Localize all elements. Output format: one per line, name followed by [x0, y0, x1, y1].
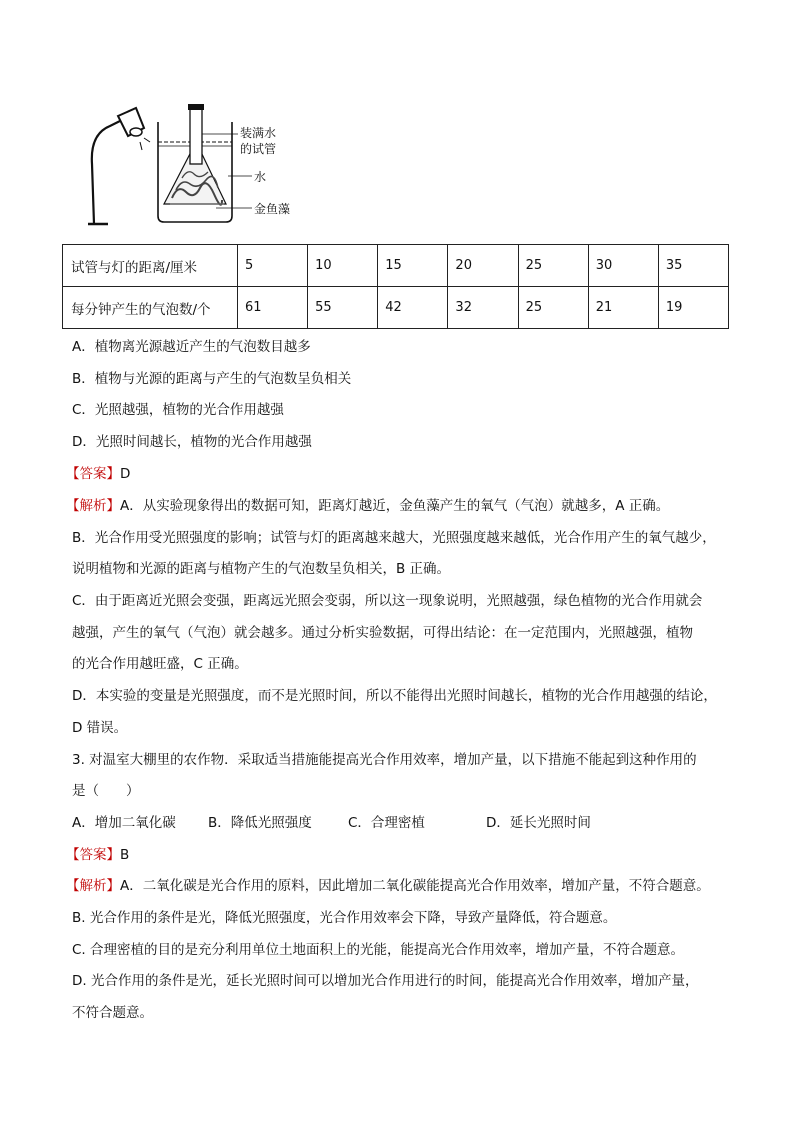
table-cell: 10 — [308, 245, 378, 287]
table-cell: 15 — [378, 245, 448, 287]
q3-analysis-d2: 不符合题意。 — [72, 1005, 153, 1021]
table-cell: 32 — [448, 287, 518, 329]
answer-tag: 【答案】 — [66, 466, 120, 482]
q2-option-b: B．植物与光源的距离与产生的气泡数呈负相关 — [72, 371, 352, 387]
table-cell: 42 — [378, 287, 448, 329]
label-algae: 金鱼藻 — [254, 202, 291, 216]
table-row — [63, 287, 729, 329]
q2-analysis-c2: 越强，产生的氧气（气泡）就会越多。通过分析实验数据，可得出结论：在一定范围内，光照越强，植物 — [72, 625, 693, 641]
analysis-text: A．二氧化碳是光合作用的原料，因此增加二氧化碳能提高光合作用效率，增加产量，不符合题意。 — [120, 878, 710, 894]
q2-option-a: A．植物离光源越近产生的气泡数目越多 — [72, 339, 311, 355]
q3-answer — [66, 845, 129, 865]
q3-stem-1: 3. 对温室大棚里的农作物．采取适当措施能提高光合作用效率，增加产量，以下措施不能起到这种作用的 — [72, 752, 697, 768]
table-cell: 5 — [238, 245, 308, 287]
row-header: 每分钟产生的气泡数/个 — [63, 287, 238, 329]
answer-tag: 【答案】 — [66, 847, 120, 863]
table-cell: 25 — [518, 245, 588, 287]
table-cell: 61 — [238, 287, 308, 329]
q3-analysis-a — [66, 876, 710, 896]
table-cell: 21 — [588, 287, 658, 329]
q2-analysis-c3: 的光合作用越旺盛，C 正确。 — [72, 656, 248, 672]
label-tube-2: 的试管 — [240, 142, 277, 156]
q3-analysis-c: C. 合理密植的目的是充分利用单位土地面积上的光能，能提高光合作用效率，增加产量，不符合题意。 — [72, 942, 685, 958]
table-cell: 19 — [658, 287, 728, 329]
table-cell: 20 — [448, 245, 518, 287]
table-cell: 30 — [588, 245, 658, 287]
q3-analysis-d1: D. 光合作用的条件是光，延长光照时间可以增加光合作用进行的时间，能提高光合作用效率，增加产量， — [72, 973, 699, 989]
data-table — [62, 244, 729, 329]
answer-value: D — [120, 466, 131, 482]
q2-analysis-d2: D 错误。 — [72, 720, 128, 736]
q3-option-b: B．降低光照强度 — [208, 815, 312, 831]
q3-option-d: D．延长光照时间 — [486, 815, 591, 831]
q2-option-d: D．光照时间越长，植物的光合作用越强 — [72, 434, 312, 450]
q3-analysis-b: B. 光合作用的条件是光，降低光照强度，光合作用效率会下降，导致产量降低，符合题意。 — [72, 910, 617, 926]
row-header: 试管与灯的距离/厘米 — [63, 245, 238, 287]
q2-analysis-a — [66, 496, 669, 516]
answer-value: B — [120, 847, 130, 863]
table-cell: 25 — [518, 287, 588, 329]
analysis-text: A．从实验现象得出的数据可知，距离灯越近，金鱼藻产生的氧气（气泡）就越多，A 正确。 — [120, 498, 670, 514]
table-cell: 55 — [308, 287, 378, 329]
label-tube-1: 装满水 — [240, 126, 277, 140]
q2-analysis-c1: C．由于距离近光照会变强，距离远光照会变弱，所以这一现象说明，光照越强，绿色植物的光合作用就会 — [72, 593, 703, 609]
q2-answer — [66, 464, 130, 484]
table-cell: 35 — [658, 245, 728, 287]
q3-options — [72, 813, 591, 833]
q2-analysis-b2: 说明植物和光源的距离与植物产生的气泡数呈负相关，B 正确。 — [72, 561, 451, 577]
analysis-tag: 【解析】 — [66, 878, 120, 894]
experiment-figure — [88, 104, 308, 230]
q3-option-a: A．增加二氧化碳 — [72, 815, 176, 831]
q3-stem-2: 是（ ） — [72, 783, 140, 799]
q2-option-c: C．光照越强，植物的光合作用越强 — [72, 402, 284, 418]
table-row — [63, 245, 729, 287]
q2-analysis-d1: D．本实验的变量是光照强度，而不是光照时间，所以不能得出光照时间越长，植物的光合作用越强的结论， — [72, 688, 717, 704]
analysis-tag: 【解析】 — [66, 498, 120, 514]
q3-option-c: C．合理密植 — [348, 815, 425, 831]
label-water: 水 — [254, 170, 267, 184]
q2-analysis-b1: B．光合作用受光照强度的影响；试管与灯的距离越来越大，光照强度越来越低，光合作用产生的氧气越少， — [72, 530, 716, 546]
